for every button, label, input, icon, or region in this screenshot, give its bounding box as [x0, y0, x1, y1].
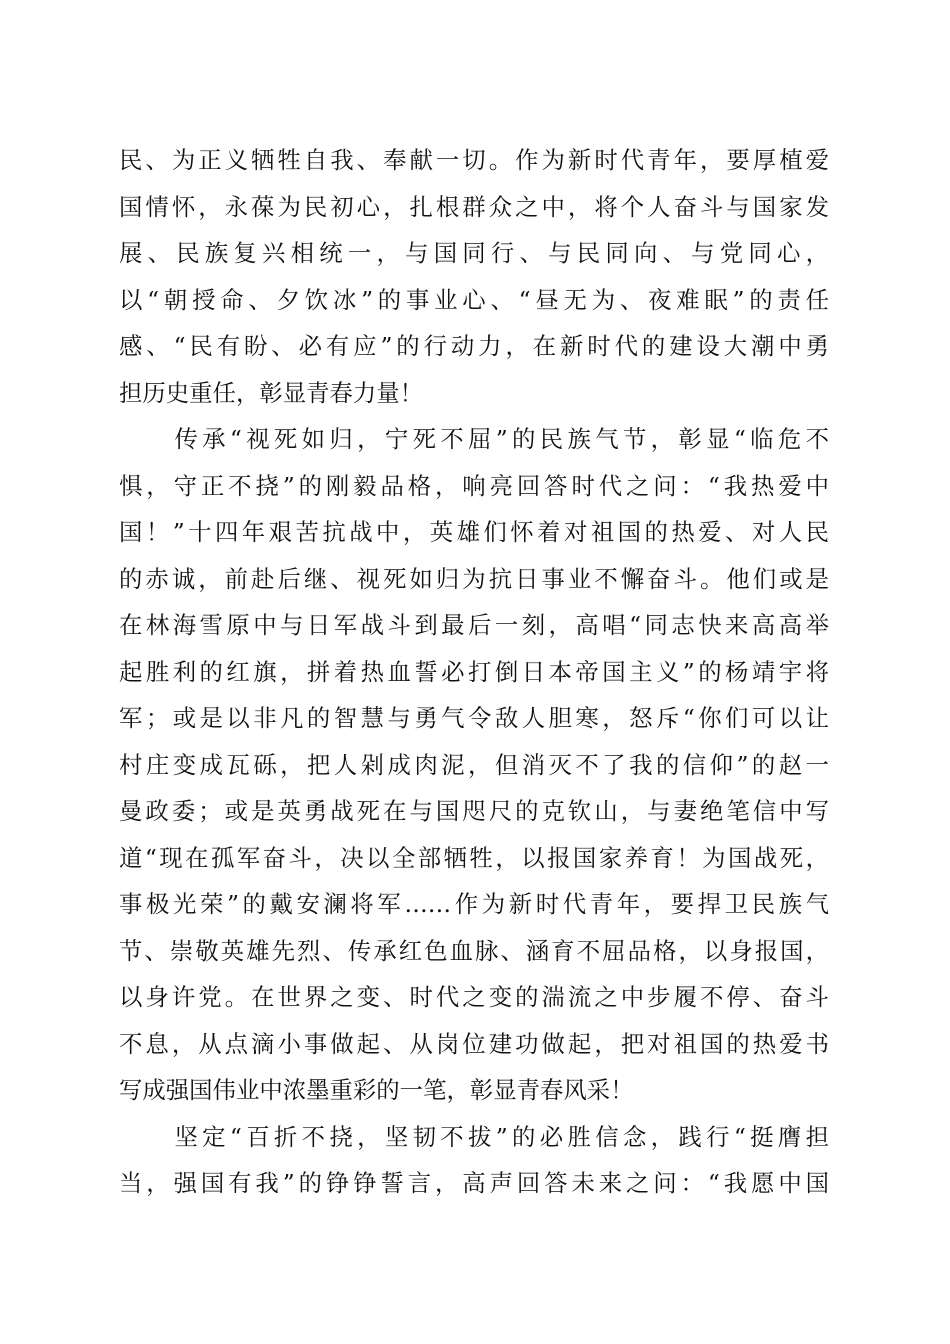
text-line: 民、为正义牺牲自我、奉献一切。作为新时代青年，要厚植爱	[119, 146, 829, 174]
body-text	[119, 137, 829, 1207]
text-line: 感、“民有盼、必有应”的行动力，在新时代的建设大潮中勇	[119, 332, 829, 360]
text-line: 在林海雪原中与日军战斗到最后一刻，高唱“同志快来高高举	[119, 611, 829, 639]
text-line: 担历史重任，彰显青春力量！	[119, 378, 424, 407]
text-line: 起胜利的红旗，拼着热血誓必打倒日本帝国主义”的杨靖宇将	[119, 657, 829, 686]
paragraph-1	[119, 137, 829, 416]
text-line: 以“朝授命、夕饮冰”的事业心、“昼无为、夜难眠”的责任	[119, 285, 829, 314]
text-line: 事极光荣”的戴安澜将军……作为新时代青年，要捍卫民族气	[119, 890, 829, 918]
text-line: 的赤诚，前赴后继、视死如归为抗日事业不懈奋斗。他们或是	[119, 564, 829, 593]
text-line: 当，强国有我”的铮铮誓言，高声回答未来之问：“我愿中国	[119, 1169, 829, 1197]
text-line: 写成强国伟业中浓墨重彩的一笔，彰显青春风采！	[119, 1076, 634, 1104]
text-line: 惧，守正不挠”的刚毅品格，响亮回答时代之问：“我热爱中	[119, 471, 829, 500]
text-line: 村庄变成瓦砾，把人剁成肉泥，但消灭不了我的信仰”的赵一	[119, 750, 829, 779]
text-line: 传承“视死如归，宁死不屈”的民族气节，彰显“临危不	[119, 425, 829, 453]
text-line: 道“现在孤军奋斗，决以全部牺牲，以报国家养育！为国战死，	[119, 843, 829, 872]
text-line: 展、民族复兴相统一，与国同行、与民同向、与党同心，	[119, 239, 829, 267]
text-line: 节、崇敬英雄先烈、传承红色血脉、涵育不屈品格，以身报国，	[119, 936, 829, 965]
paragraph-2	[119, 416, 829, 1114]
text-line: 国！”十四年艰苦抗战中，英雄们怀着对祖国的热爱、对人民	[119, 518, 829, 546]
text-line: 军；或是以非凡的智慧与勇气令敌人胆寒，怒斥“你们可以让	[119, 704, 829, 732]
text-line: 国情怀，永葆为民初心，扎根群众之中，将个人奋斗与国家发	[119, 192, 829, 221]
text-line: 曼政委；或是英勇战死在与国咫尺的克钦山，与妻绝笔信中写	[119, 797, 829, 825]
paragraph-3	[119, 1114, 829, 1207]
text-line: 以身许党。在世界之变、时代之变的湍流之中步履不停、奋斗	[119, 983, 829, 1011]
text-line: 坚定“百折不挠，坚韧不拔”的必胜信念，践行“挺膺担	[119, 1122, 829, 1151]
text-line: 不息，从点滴小事做起、从岗位建功做起，把对祖国的热爱书	[119, 1029, 829, 1058]
